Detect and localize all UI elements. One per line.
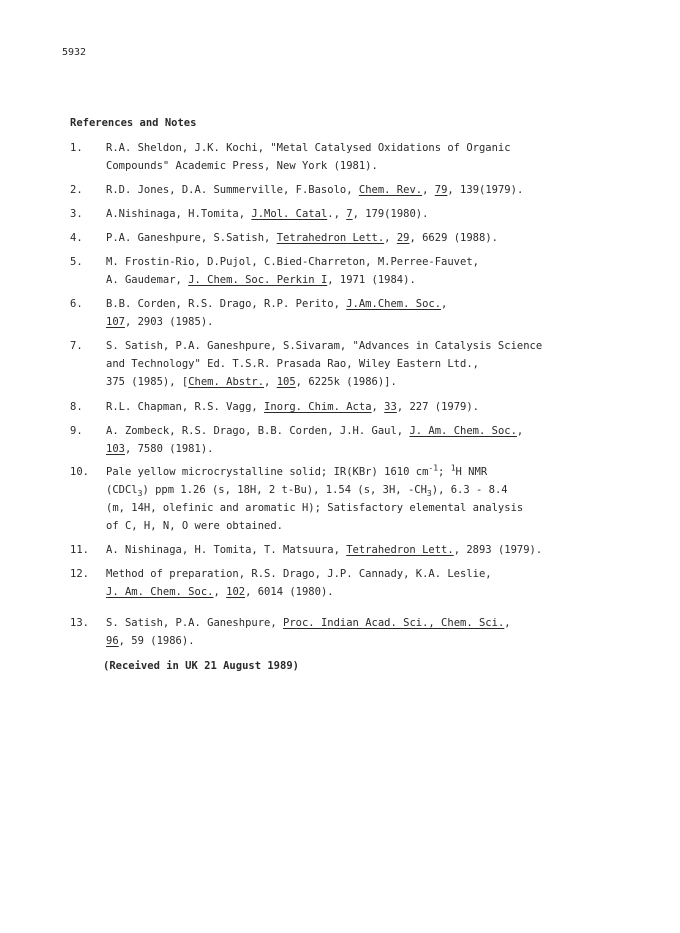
journal-citation: 29 bbox=[396, 232, 410, 244]
journal-citation: 96 bbox=[106, 635, 119, 647]
text-segment: B.B. Corden, R.S. Drago, R.P. Perito, bbox=[106, 298, 347, 310]
text-segment: Method of preparation, R.S. Drago, J.P. Cannady, K.A. Leslie, bbox=[106, 568, 492, 580]
reference-text bbox=[106, 398, 626, 416]
text-segment: Pale yellow microcrystalline solid; IR(KBr) 1610 cm bbox=[106, 466, 429, 478]
text-segment: M. Frostin-Rio, D.Pujol, C.Bied-Charreton, M.Perree-Fauvet, bbox=[106, 256, 479, 268]
reference-line bbox=[106, 499, 626, 517]
journal-citation: Proc. Indian Acad. Sci., Chem. Sci. bbox=[283, 617, 505, 629]
reference-line bbox=[106, 139, 626, 157]
reference-text bbox=[106, 541, 626, 559]
reference-line bbox=[106, 205, 626, 223]
journal-citation: Inorg. Chim. Acta bbox=[264, 401, 372, 413]
text-segment: (m, 14H, olefinic and aromatic H); Satisfactory elemental analysis bbox=[106, 502, 524, 514]
reference-text bbox=[106, 295, 626, 331]
reference-line bbox=[106, 337, 626, 355]
text-segment: , bbox=[504, 617, 511, 629]
text-segment: S. Satish, P.A. Ganeshpure, S.Sivaram, "Advances in Catalysis Science bbox=[106, 340, 543, 352]
reference-line bbox=[106, 398, 626, 416]
text-segment: 3 bbox=[426, 489, 432, 499]
text-segment: , bbox=[516, 425, 524, 437]
journal-citation: Tetrahedron Lett. bbox=[276, 232, 385, 244]
received-date: (Received in UK 21 August 1989) bbox=[103, 660, 299, 672]
text-segment: ., bbox=[327, 208, 347, 220]
page-number: 5932 bbox=[62, 47, 87, 58]
text-segment: , 6014 (1980). bbox=[245, 586, 334, 598]
text-segment: of C, H, N, O were obtained. bbox=[106, 520, 284, 532]
reference-number: 8. bbox=[70, 401, 83, 413]
reference-line bbox=[106, 517, 626, 535]
journal-citation: Chem. Rev. bbox=[358, 184, 423, 196]
text-segment: ) ppm 1.26 (s, 18H, 2 t-Bu), 1.54 (s, 3H, -CH bbox=[142, 484, 427, 496]
journal-citation: 105 bbox=[276, 376, 296, 388]
reference-line bbox=[106, 422, 626, 440]
reference-text bbox=[106, 463, 626, 535]
reference-number: 2. bbox=[70, 184, 83, 196]
text-segment: R.A. Sheldon, J.K. Kochi, "Metal Catalysed Oxidations of Organic bbox=[106, 142, 511, 154]
journal-citation: Tetrahedron Lett. bbox=[346, 544, 454, 556]
reference-line bbox=[106, 253, 626, 271]
text-segment: , 6629 (1988). bbox=[409, 232, 498, 244]
reference-text bbox=[106, 614, 626, 650]
text-segment: , bbox=[213, 586, 227, 598]
reference-text bbox=[106, 205, 626, 223]
text-segment: P.A. Ganeshpure, S.Satish, bbox=[106, 232, 277, 244]
reference-line bbox=[106, 614, 626, 632]
reference-line bbox=[106, 440, 626, 458]
references-heading: References and Notes bbox=[70, 117, 197, 129]
text-segment: 3 bbox=[137, 489, 143, 499]
reference-line bbox=[106, 583, 626, 601]
text-segment: , bbox=[441, 298, 448, 310]
reference-line bbox=[106, 313, 626, 331]
reference-text bbox=[106, 181, 626, 199]
reference-number: 7. bbox=[70, 340, 83, 352]
journal-citation: J. Chem. Soc. Perkin I bbox=[188, 274, 328, 286]
text-segment: 1 bbox=[450, 463, 456, 473]
reference-number: 13. bbox=[70, 617, 89, 629]
journal-citation: J.Am.Chem. Soc. bbox=[346, 298, 442, 310]
reference-number: 6. bbox=[70, 298, 83, 310]
text-segment: , bbox=[384, 232, 397, 244]
reference-line bbox=[106, 481, 626, 499]
reference-line bbox=[106, 157, 626, 175]
reference-number: 1. bbox=[70, 142, 83, 154]
text-segment: and Technology" Ed. T.S.R. Prasada Rao, Wiley Eastern Ltd., bbox=[106, 358, 479, 370]
text-segment: A. Zombeck, R.S. Drago, B.B. Corden, J.H. Gaul, bbox=[106, 425, 410, 437]
text-segment: , 7580 (1981). bbox=[124, 443, 214, 455]
journal-citation: 33 bbox=[384, 401, 397, 413]
text-segment: , 59 (1986). bbox=[118, 635, 195, 647]
text-segment: -1 bbox=[428, 463, 439, 473]
reference-line bbox=[106, 181, 626, 199]
reference-number: 4. bbox=[70, 232, 83, 244]
text-segment: , 2893 (1979). bbox=[453, 544, 543, 556]
journal-citation: 79 bbox=[434, 184, 448, 196]
reference-line bbox=[106, 355, 626, 373]
reference-number: 9. bbox=[70, 425, 83, 437]
journal-citation: 102 bbox=[226, 586, 246, 598]
text-segment: , bbox=[371, 401, 385, 413]
journal-citation: J. Am. Chem. Soc. bbox=[106, 586, 214, 598]
text-segment: ), 6.3 - 8.4 bbox=[431, 484, 508, 496]
reference-number: 5. bbox=[70, 256, 83, 268]
reference-line bbox=[106, 632, 626, 650]
text-segment: S. Satish, P.A. Ganeshpure, bbox=[106, 617, 284, 629]
text-segment: , 6225k (1986)]. bbox=[295, 376, 397, 388]
reference-text bbox=[106, 565, 626, 601]
text-segment: , bbox=[264, 376, 277, 388]
journal-citation: 7 bbox=[346, 208, 353, 220]
reference-line bbox=[106, 271, 626, 289]
text-segment: , 1971 (1984). bbox=[327, 274, 416, 286]
text-segment: 375 (1985), [ bbox=[106, 376, 189, 388]
reference-line bbox=[106, 295, 626, 313]
journal-citation: J. Am. Chem. Soc. bbox=[409, 425, 517, 437]
reference-line bbox=[106, 373, 626, 391]
text-segment: (CDCl bbox=[106, 484, 138, 496]
reference-number: 10. bbox=[70, 466, 89, 478]
text-segment: A. Nishinaga, H. Tomita, T. Matsuura, bbox=[106, 544, 347, 556]
reference-text bbox=[106, 337, 626, 391]
reference-number: 11. bbox=[70, 544, 89, 556]
text-segment: R.L. Chapman, R.S. Vagg, bbox=[106, 401, 265, 413]
text-segment: R.D. Jones, D.A. Summerville, F.Basolo, bbox=[106, 184, 359, 196]
journal-citation: Chem. Abstr. bbox=[188, 376, 265, 388]
reference-number: 3. bbox=[70, 208, 83, 220]
reference-text bbox=[106, 229, 626, 247]
text-segment: H NMR bbox=[455, 466, 488, 478]
text-segment: , 139(1979). bbox=[447, 184, 524, 196]
reference-line bbox=[106, 463, 626, 481]
text-segment: Compounds" Academic Press, New York (1981). bbox=[106, 160, 378, 172]
journal-citation: 107 bbox=[106, 316, 125, 328]
reference-text bbox=[106, 253, 626, 289]
text-segment: , 2903 (1985). bbox=[124, 316, 214, 328]
reference-text bbox=[106, 139, 626, 175]
journal-citation: 103 bbox=[106, 443, 125, 455]
text-segment: , bbox=[422, 184, 435, 196]
reference-line bbox=[106, 541, 626, 559]
reference-line bbox=[106, 229, 626, 247]
reference-text bbox=[106, 422, 626, 458]
text-segment: ; bbox=[438, 466, 451, 478]
reference-line bbox=[106, 565, 626, 583]
reference-number: 12. bbox=[70, 568, 89, 580]
text-segment: A.Nishinaga, H.Tomita, bbox=[106, 208, 252, 220]
journal-citation: J.Mol. Catal bbox=[251, 208, 328, 220]
text-segment: A. Gaudemar, bbox=[106, 274, 189, 286]
text-segment: , 179(1980). bbox=[352, 208, 429, 220]
text-segment: , 227 (1979). bbox=[396, 401, 480, 413]
